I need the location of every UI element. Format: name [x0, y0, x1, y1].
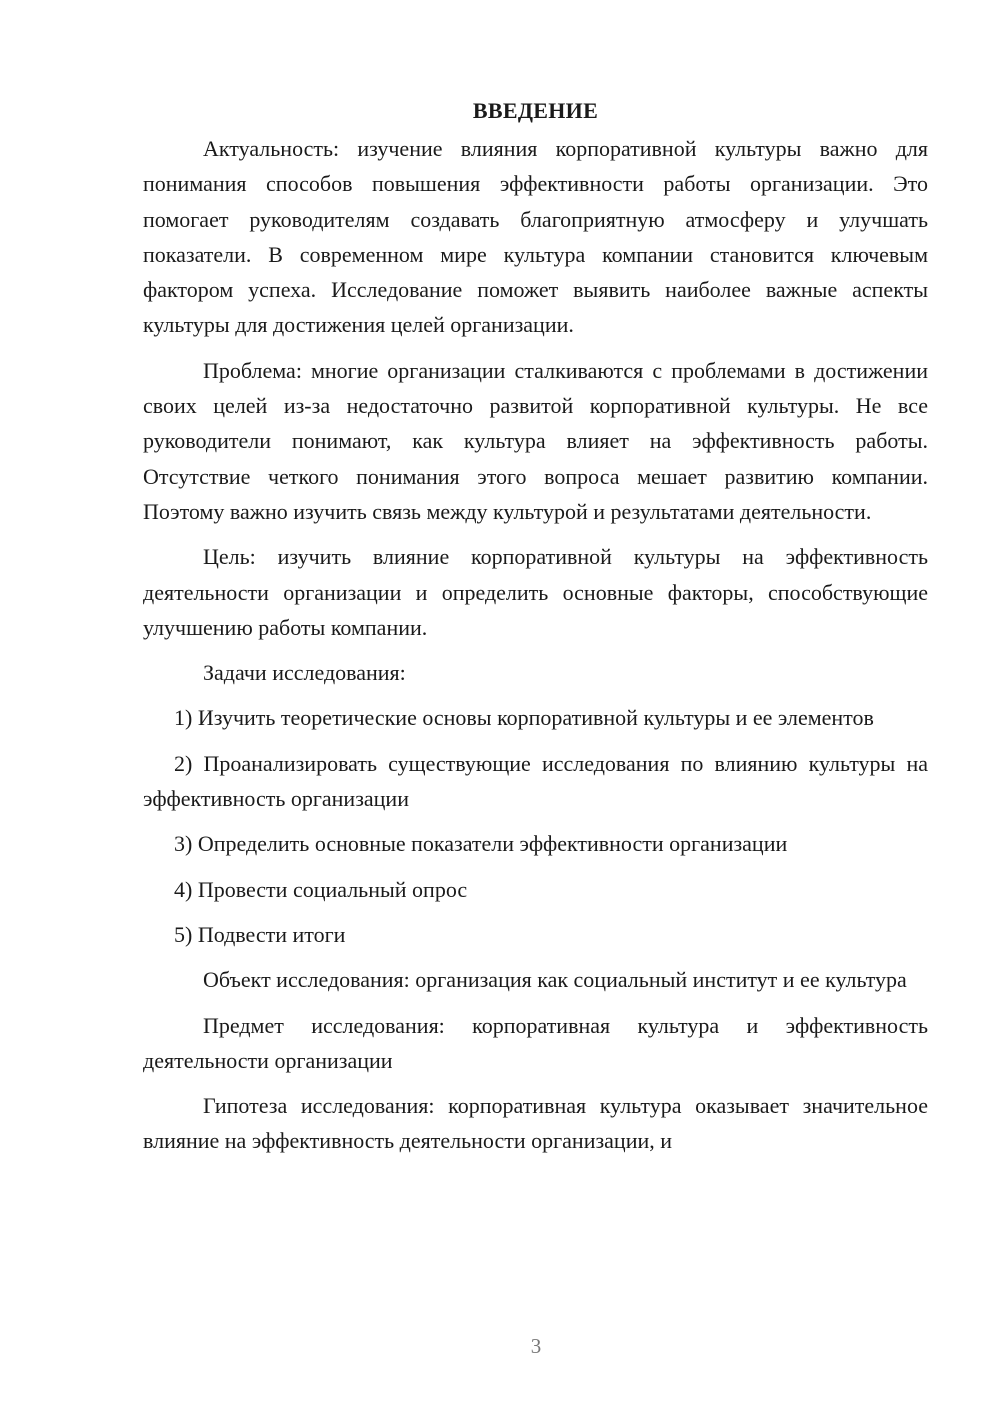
task-item-5: 5) Подвести итоги	[174, 921, 346, 947]
page-content	[143, 95, 928, 1169]
task-item-1: 1) Изучить теоретические основы корпоративной культуры и ее элементов	[174, 705, 874, 731]
task-item-2: 2) Проанализировать существующие исследования по влиянию культуры на эффективность организации	[143, 750, 928, 812]
task-item-4: 4) Провести социальный опрос	[174, 876, 468, 902]
page-number: 3	[530, 1334, 542, 1358]
subject-paragraph: Предмет исследования: корпоративная культура и эффективность деятельности организации	[143, 1012, 928, 1073]
problem-paragraph: Проблема: многие организации сталкиваются с проблемами в достижении своих целей из-за недостаточно развитой корпоративной культуры. Не все руководители понимают, как культура влияет на эффективность работы. Отсутствие четкого понимания этого вопроса мешает развитию компании. Поэтому важно изучить связь между культурой и результатами деятельности.	[143, 357, 928, 524]
tasks-heading: Задачи исследования:	[203, 660, 406, 686]
task-item-3: 3) Определить основные показатели эффективности организации	[174, 831, 788, 857]
relevance-paragraph: Актуальность: изучение влияния корпоративной культуры важно для понимания способов повышения эффективности работы организации. Это помогает руководителям создавать благоприятную атмосферу и улучшать показатели. В современном мире культура компании становится ключевым фактором успеха. Исследование поможет выявить наиболее важные аспекты культуры для достижения целей организации.	[143, 136, 928, 338]
goal-paragraph: Цель: изучить влияние корпоративной культуры на эффективность деятельности организации и определить основные факторы, способствующие улучшению работы компании.	[143, 544, 928, 640]
hypothesis-paragraph: Гипотеза исследования: корпоративная культура оказывает значительное влияние на эффективность деятельности организации, и	[143, 1093, 928, 1154]
object-paragraph: Объект исследования: организация как социальный институт и ее культура	[203, 967, 907, 993]
section-heading: ВВЕДЕНИЕ	[472, 98, 599, 123]
